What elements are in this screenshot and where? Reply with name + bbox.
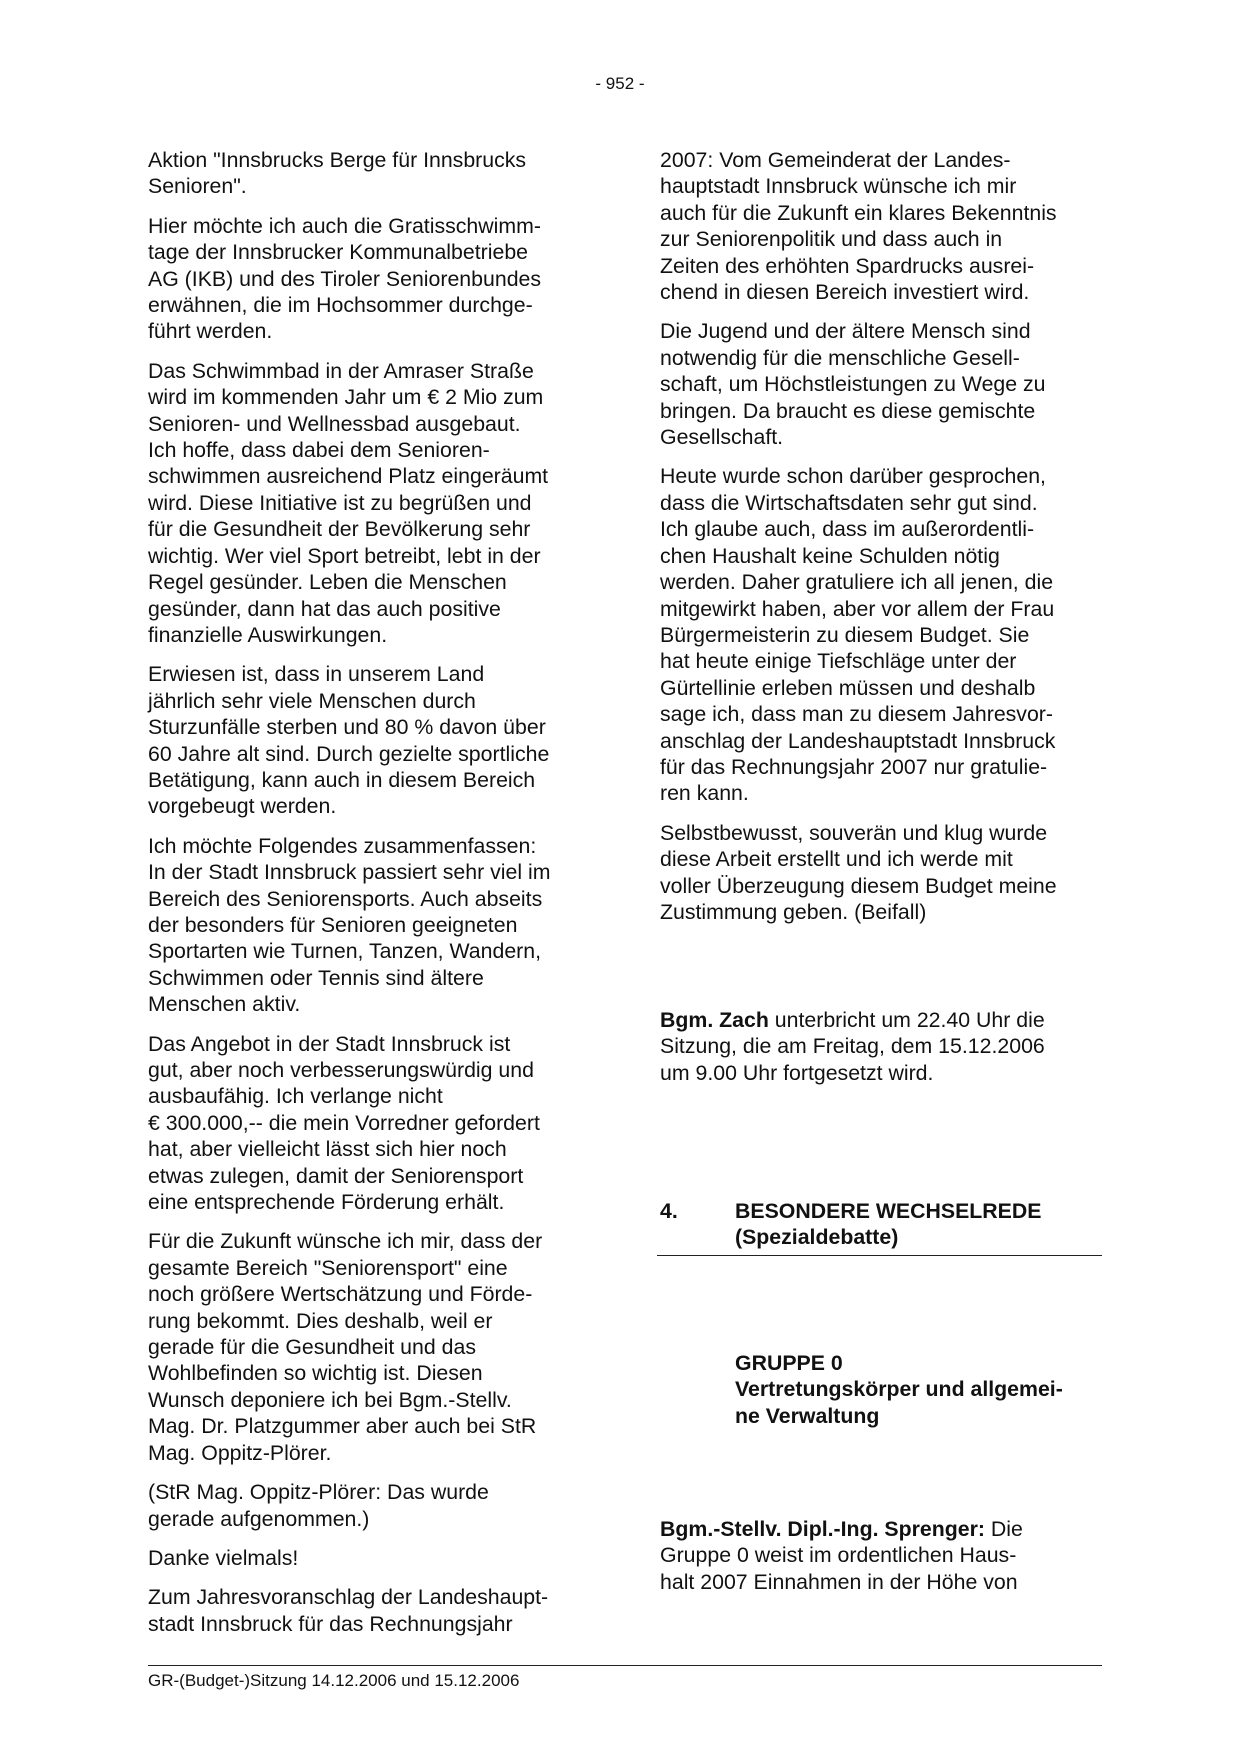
text-line: schaft, um Höchstleistungen zu Wege zu [660, 372, 1046, 397]
text-line: Aktion "Innsbrucks Berge für Innsbrucks [148, 148, 527, 172]
speech-line: Gruppe 0 weist im ordentlichen Haus- [660, 1543, 1017, 1568]
text-line: Senioren- und Wellnessbad ausgebaut. [148, 411, 521, 436]
text-line: gut, aber noch verbesserungswürdig und [148, 1058, 534, 1082]
text-line: wird. Diese Initiative ist zu begrüßen und [148, 490, 532, 515]
text-line: werden. Daher gratuliere ich all jenen, die [660, 570, 1054, 595]
paragraph [148, 1545, 598, 1571]
text-line: anschlag der Landeshauptstadt Innsbruck [660, 728, 1056, 753]
right-column [660, 147, 1110, 925]
text-line: noch größere Wertschätzung und Förde- [148, 1282, 533, 1307]
text-line: Das Schwimmbad in der Amraser Straße [148, 358, 534, 383]
text-line: 60 Jahre alt sind. Durch gezielte sportliche [148, 741, 550, 766]
speech-line: halt 2007 Einnahmen in der Höhe von [660, 1569, 1018, 1594]
text-line: ren kann. [660, 781, 749, 806]
text-line: wichtig. Wer viel Sport betreibt, lebt in der [148, 543, 541, 568]
speaker-name: Bgm. Zach [660, 1008, 769, 1032]
paragraph [660, 318, 1110, 450]
speaker-name: Bgm.-Stellv. Dipl.-Ing. Sprenger: [660, 1517, 985, 1541]
text-line: Zum Jahresvoranschlag der Landeshaupt- [148, 1585, 549, 1610]
text-line: gerade aufgenommen.) [148, 1506, 370, 1531]
text-line: dass die Wirtschaftsdaten sehr gut sind. [660, 490, 1038, 515]
text-line: Die Jugend und der ältere Mensch sind [660, 319, 1031, 344]
text-line: stadt Innsbruck für das Rechnungsjahr [148, 1611, 513, 1636]
text-line: etwas zulegen, damit der Seniorensport [148, 1163, 524, 1188]
text-line: gesünder, dann hat das auch positive [148, 596, 501, 621]
footer-text: GR-(Budget-)Sitzung 14.12.2006 und 15.12.2006 [148, 1671, 520, 1690]
text-line: Selbstbewusst, souverän und klug wurde [660, 820, 1048, 845]
text-line: Zustimmung geben. (Beifall) [660, 899, 927, 924]
text-line: gerade für die Gesundheit und das [148, 1335, 476, 1360]
text-line: Für die Zukunft wünsche ich mir, dass der [148, 1229, 543, 1254]
text-line: (StR Mag. Oppitz-Plörer: Das wurde [148, 1480, 489, 1505]
text-line: Sportarten wie Turnen, Tanzen, Wandern, [148, 939, 542, 964]
text-line: Mag. Oppitz-Plörer. [148, 1440, 332, 1465]
paragraph [148, 833, 598, 1018]
text-line: Hier möchte ich auch die Gratisschwimm- [148, 213, 541, 238]
page-number: - 952 - [595, 74, 645, 93]
paragraph [148, 1479, 598, 1532]
text-line: Ich glaube auch, dass im außerordentli- [660, 517, 1035, 542]
text-line: Regel gesünder. Leben die Menschen [148, 570, 507, 595]
text-line: voller Überzeugung diesem Budget meine [660, 873, 1057, 898]
text-line: sage ich, dass man zu diesem Jahresvor- [660, 702, 1053, 727]
text-line: vorgebeugt werden. [148, 794, 337, 819]
section-number: 4. [660, 1199, 678, 1223]
text-line: ausbaufähig. Ich verlange nicht [148, 1084, 443, 1109]
paragraph [148, 1228, 598, 1466]
footer-rule [148, 1665, 1102, 1666]
text-line: Das Angebot in der Stadt Innsbruck ist [148, 1031, 511, 1056]
paragraph [148, 213, 598, 345]
text-line: führt werden. [148, 319, 273, 344]
paragraph [660, 463, 1110, 806]
notice-line: Sitzung, die am Freitag, dem 15.12.2006 [660, 1034, 1045, 1059]
speech-text: Die [985, 1517, 1023, 1541]
text-line: Gesellschaft. [660, 425, 784, 450]
paragraph [660, 147, 1110, 305]
text-line: auch für die Zukunft ein klares Bekenntnis [660, 200, 1057, 225]
text-line: zur Seniorenpolitik und dass auch in [660, 227, 1003, 252]
text-line: gesamte Bereich "Seniorensport" eine [148, 1255, 508, 1280]
text-line: wird im kommenden Jahr um € 2 Mio zum [148, 385, 544, 410]
text-line: chen Haushalt keine Schulden nötig [660, 543, 1000, 568]
paragraph [148, 661, 598, 819]
text-line: mitgewirkt haben, aber vor allem der Frau [660, 596, 1055, 621]
section-title: BESONDERE WECHSELREDE [735, 1199, 1042, 1223]
text-line: diese Arbeit erstellt und ich werde mit [660, 847, 1013, 872]
text-line: hat, aber vielleicht lässt sich hier noch [148, 1137, 507, 1162]
text-line: der besonders für Senioren geeigneten [148, 912, 518, 937]
text-line: Schwimmen oder Tennis sind ältere [148, 965, 484, 990]
text-line: bringen. Da braucht es diese gemischte [660, 398, 1036, 423]
text-line: hat heute einige Tiefschläge unter der [660, 649, 1017, 674]
notice-line: um 9.00 Uhr fortgesetzt wird. [660, 1060, 934, 1085]
paragraph [148, 1031, 598, 1216]
text-line: chend in diesen Bereich investiert wird. [660, 280, 1030, 305]
speech-paragraph [660, 1516, 1110, 1595]
text-line: Betätigung, kann auch in diesem Bereich [148, 767, 536, 792]
text-line: rung bekommt. Dies deshalb, weil er [148, 1308, 493, 1333]
text-line: Wohlbefinden so wichtig ist. Diesen [148, 1361, 483, 1386]
text-line: Ich möchte Folgendes zusammenfassen: [148, 833, 537, 858]
section-rule [657, 1255, 1102, 1256]
group-title: GRUPPE 0 [735, 1351, 843, 1375]
text-line: Danke vielmals! [148, 1545, 299, 1570]
group-heading [735, 1350, 1115, 1429]
paragraph [148, 1584, 598, 1637]
text-line: für das Rechnungsjahr 2007 nur gratulie- [660, 754, 1048, 779]
text-line: finanzielle Auswirkungen. [148, 622, 388, 647]
section-subtitle: (Spezialdebatte) [735, 1225, 899, 1250]
group-subtitle: ne Verwaltung [735, 1403, 880, 1428]
text-line: Erwiesen ist, dass in unserem Land [148, 662, 485, 687]
text-line: erwähnen, die im Hochsommer durchge- [148, 293, 533, 318]
text-line: Gürtellinie erleben müssen und deshalb [660, 675, 1036, 700]
text-line: Bereich des Seniorensports. Auch abseits [148, 886, 543, 911]
interruption-notice [660, 1007, 1110, 1086]
section-heading [660, 1198, 1100, 1251]
text-line: AG (IKB) und des Tiroler Seniorenbundes [148, 266, 542, 291]
text-line: Wunsch deponiere ich bei Bgm.-Stellv. [148, 1387, 512, 1412]
text-line: Bürgermeisterin zu diesem Budget. Sie [660, 622, 1030, 647]
text-line: eine entsprechende Förderung erhält. [148, 1190, 505, 1215]
text-line: Zeiten des erhöhten Spardrucks ausrei- [660, 253, 1035, 278]
text-line: schwimmen ausreichend Platz eingeräumt [148, 464, 549, 489]
text-line: Menschen aktiv. [148, 992, 301, 1017]
text-line: In der Stadt Innsbruck passiert sehr viel im [148, 860, 551, 885]
group-subtitle: Vertretungskörper und allgemei- [735, 1377, 1063, 1402]
text-line: tage der Innsbrucker Kommunalbetriebe [148, 240, 529, 265]
text-line: Senioren". [148, 174, 247, 199]
text-line: Mag. Dr. Platzgummer aber auch bei StR [148, 1414, 537, 1439]
paragraph [148, 147, 598, 200]
text-line: € 300.000,-- die mein Vorredner gefordert [148, 1110, 540, 1135]
text-line: jährlich sehr viele Menschen durch [148, 688, 476, 713]
paragraph [148, 358, 598, 648]
paragraph [660, 820, 1110, 926]
left-column [148, 147, 598, 1637]
text-line: hauptstadt Innsbruck wünsche ich mir [660, 174, 1017, 199]
text-line: notwendig für die menschliche Gesell- [660, 345, 1020, 370]
text-line: 2007: Vom Gemeinderat der Landes- [660, 148, 1011, 172]
text-line: Sturzunfälle sterben und 80 % davon über [148, 715, 546, 740]
notice-text: unterbricht um 22.40 Uhr die [768, 1008, 1045, 1032]
text-line: Ich hoffe, dass dabei dem Senioren- [148, 438, 490, 463]
text-line: Heute wurde schon darüber gesprochen, [660, 464, 1046, 489]
text-line: für die Gesundheit der Bevölkerung sehr [148, 517, 531, 542]
